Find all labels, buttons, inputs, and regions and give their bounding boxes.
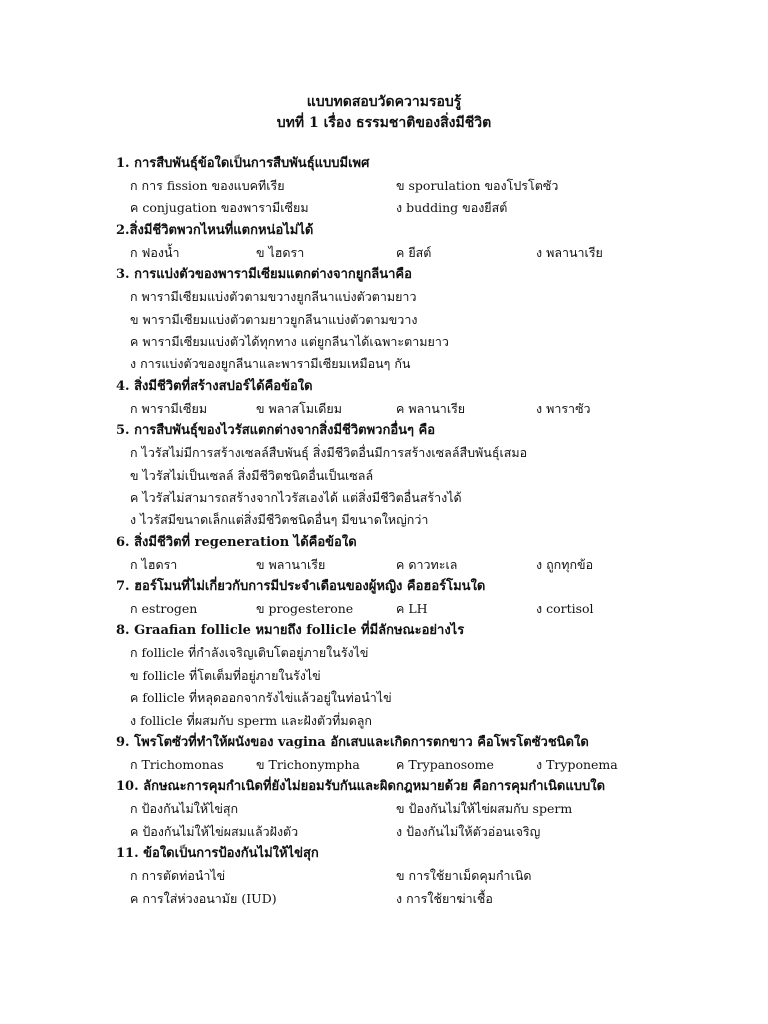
question-2	[116, 220, 656, 264]
question-9	[116, 732, 656, 776]
question-text: 2.สิ่งมีชีวิตพวกไหนที่แตกหน่อไม่ได้	[116, 222, 314, 238]
question-text: 10. ลักษณะการคุมกำเนิดที่ยังไม่ยอมรับกันและผิดกฎหมายด้วย คือการคุมกำเนิดแบบใด	[116, 779, 606, 795]
question-3	[116, 264, 656, 376]
option-c[interactable]: ค การใส่ห่วงอนามัย (IUD)	[130, 890, 277, 906]
option-a[interactable]: ก การ fission ของแบคทีเรีย	[130, 178, 285, 193]
worksheet-subtitle: บทที่ 1 เรื่อง ธรรมชาติของสิ่งมีชีวิต	[276, 115, 492, 131]
question-5	[116, 420, 656, 532]
option-c[interactable]: ค LH	[396, 601, 428, 617]
option-d[interactable]: ง Tryponema	[536, 757, 618, 773]
question-text: 9. โพรโตซัวที่ทำให้ผนังของ vagina อักเสบและเกิดการตกขาว คือโพรโตซัวชนิดใด	[116, 735, 589, 751]
question-list	[116, 153, 656, 910]
question-text: 1. การสืบพันธุ์ข้อใดเป็นการสืบพันธุ์แบบมีเพศ	[116, 156, 370, 171]
option-b[interactable]: ข ป้องกันไม่ให้ไข่ผสมกับ sperm	[396, 801, 573, 817]
option-a[interactable]: ก ป้องกันไม่ให้ไข่สุก	[130, 801, 239, 817]
question-10	[116, 776, 656, 843]
question-7	[116, 576, 656, 620]
option-d[interactable]: ง ป้องกันไม่ให้ตัวอ่อนเจริญ	[396, 823, 541, 839]
question-8	[116, 620, 656, 732]
option-b[interactable]: ข การใช้ยาเม็ดคุมกำเนิด	[396, 868, 532, 884]
option-c[interactable]: ค ไวรัสไม่สามารถสร้างจากไวรัสเองได้ แต่สิ่งมีชีวิตอื่นสร้างได้	[130, 489, 462, 505]
option-d[interactable]: ง พาราซัว	[536, 400, 591, 416]
option-d[interactable]: ง ถูกทุกข้อ	[536, 556, 594, 572]
option-c[interactable]: ค ป้องกันไม่ให้ไข่ผสมแล้วฝังตัว	[130, 823, 299, 839]
option-b[interactable]: ข พารามีเซียมแบ่งตัวตามยาวยูกลีนาแบ่งตัวตามขวาง	[130, 311, 418, 327]
option-d[interactable]: ง cortisol	[536, 601, 594, 617]
option-d[interactable]: ง ไวรัสมีขนาดเล็กแต่สิ่งมีชีวิตชนิดอื่นๆ มีขนาดใหญ่กว่า	[130, 512, 429, 528]
question-text: 11. ข้อใดเป็นการป้องกันไม่ให้ไข่สุก	[116, 846, 319, 862]
question-text: 7. ฮอร์โมนที่ไม่เกี่ยวกับการมีประจำเดือนของผู้หญิง คือฮอร์โมนใด	[116, 579, 486, 595]
option-b[interactable]: ข ไวรัสไม่เป็นเซลล์ สิ่งมีชีวิตชนิดอื่นเป็นเซลล์	[130, 467, 374, 483]
option-a[interactable]: ก follicle ที่กำลังเจริญเติบโตอยู่ภายในรังไข่	[130, 645, 369, 661]
option-a[interactable]: ก ไฮดรา	[130, 556, 178, 572]
option-c[interactable]: ค ดาวทะเล	[396, 556, 458, 572]
worksheet-title: แบบทดสอบวัดความรอบรู้	[306, 94, 462, 110]
question-6	[116, 532, 656, 576]
option-c[interactable]: ค Trypanosome	[396, 757, 494, 773]
question-text: 8. Graafian follicle หมายถึง follicle ที่มีลักษณะอย่างไร	[116, 623, 465, 639]
option-a[interactable]: ก พารามีเซียมแบ่งตัวตามขวางยูกลีนาแบ่งตัวตามยาว	[130, 289, 417, 305]
option-d[interactable]: ง follicle ที่ผสมกับ sperm และฝังตัวที่มดลูก	[130, 712, 372, 728]
option-d[interactable]: ง พลานาเรีย	[536, 244, 603, 260]
option-c[interactable]: ค conjugation ของพารามีเซียม	[130, 200, 309, 216]
option-c[interactable]: ค ยีสต์	[396, 244, 432, 260]
question-4	[116, 376, 656, 420]
option-b[interactable]: ข progesterone	[256, 601, 354, 617]
option-a[interactable]: ก พารามีเซียม	[130, 400, 208, 416]
option-a[interactable]: ก Trichomonas	[130, 757, 224, 773]
option-d[interactable]: ง การใช้ยาฆ่าเชื้อ	[396, 890, 493, 906]
option-c[interactable]: ค follicle ที่หลุดออกจากรังไข่แล้วอยู่ในท่อนำไข่	[130, 690, 392, 706]
option-b[interactable]: ข ไฮดรา	[256, 244, 305, 260]
question-text: 3. การแบ่งตัวของพารามีเซียมแตกต่างจากยูกลีนาคือ	[116, 267, 412, 283]
option-a[interactable]: ก การตัดท่อนำไข่	[130, 868, 226, 884]
option-b[interactable]: ข sporulation ของโปรโตซัว	[396, 178, 559, 193]
option-b[interactable]: ข Trichonympha	[256, 757, 360, 773]
question-11	[116, 843, 656, 910]
question-1	[116, 153, 656, 220]
question-text: 6. สิ่งมีชีวิตที่ regeneration ได้คือข้อใด	[116, 534, 357, 550]
question-text: 5. การสืบพันธุ์ของไวรัสแตกต่างจากสิ่งมีชีวิตพวกอื่นๆ คือ	[116, 423, 436, 439]
option-b[interactable]: ข follicle ที่โตเต็มที่อยู่ภายในรังไข่	[130, 667, 321, 683]
question-text: 4. สิ่งมีชีวิตที่สร้างสปอร์ได้คือข้อใด	[116, 378, 313, 394]
option-b[interactable]: ข พลานาเรีย	[256, 556, 326, 572]
option-c[interactable]: ค พลานาเรีย	[396, 400, 466, 416]
option-c[interactable]: ค พารามีเซียมแบ่งตัวได้ทุกทาง แต่ยูกลีนาได้เฉพาะตามยาว	[130, 333, 449, 349]
option-a[interactable]: ก ไวรัสไม่มีการสร้างเซลล์สืบพันธุ์ สิ่งมีชีวิตอื่นมีการสร้างเซลล์สืบพันธุ์เสมอ	[130, 445, 528, 461]
option-b[interactable]: ข พลาสโมเดียม	[256, 400, 342, 416]
option-a[interactable]: ก estrogen	[130, 601, 198, 617]
option-d[interactable]: ง budding ของยีสต์	[396, 200, 508, 216]
option-d[interactable]: ง การแบ่งตัวของยูกลีนาและพารามีเซียมเหมือนๆ กัน	[130, 356, 411, 372]
option-a[interactable]: ก ฟองน้ำ	[130, 244, 180, 260]
